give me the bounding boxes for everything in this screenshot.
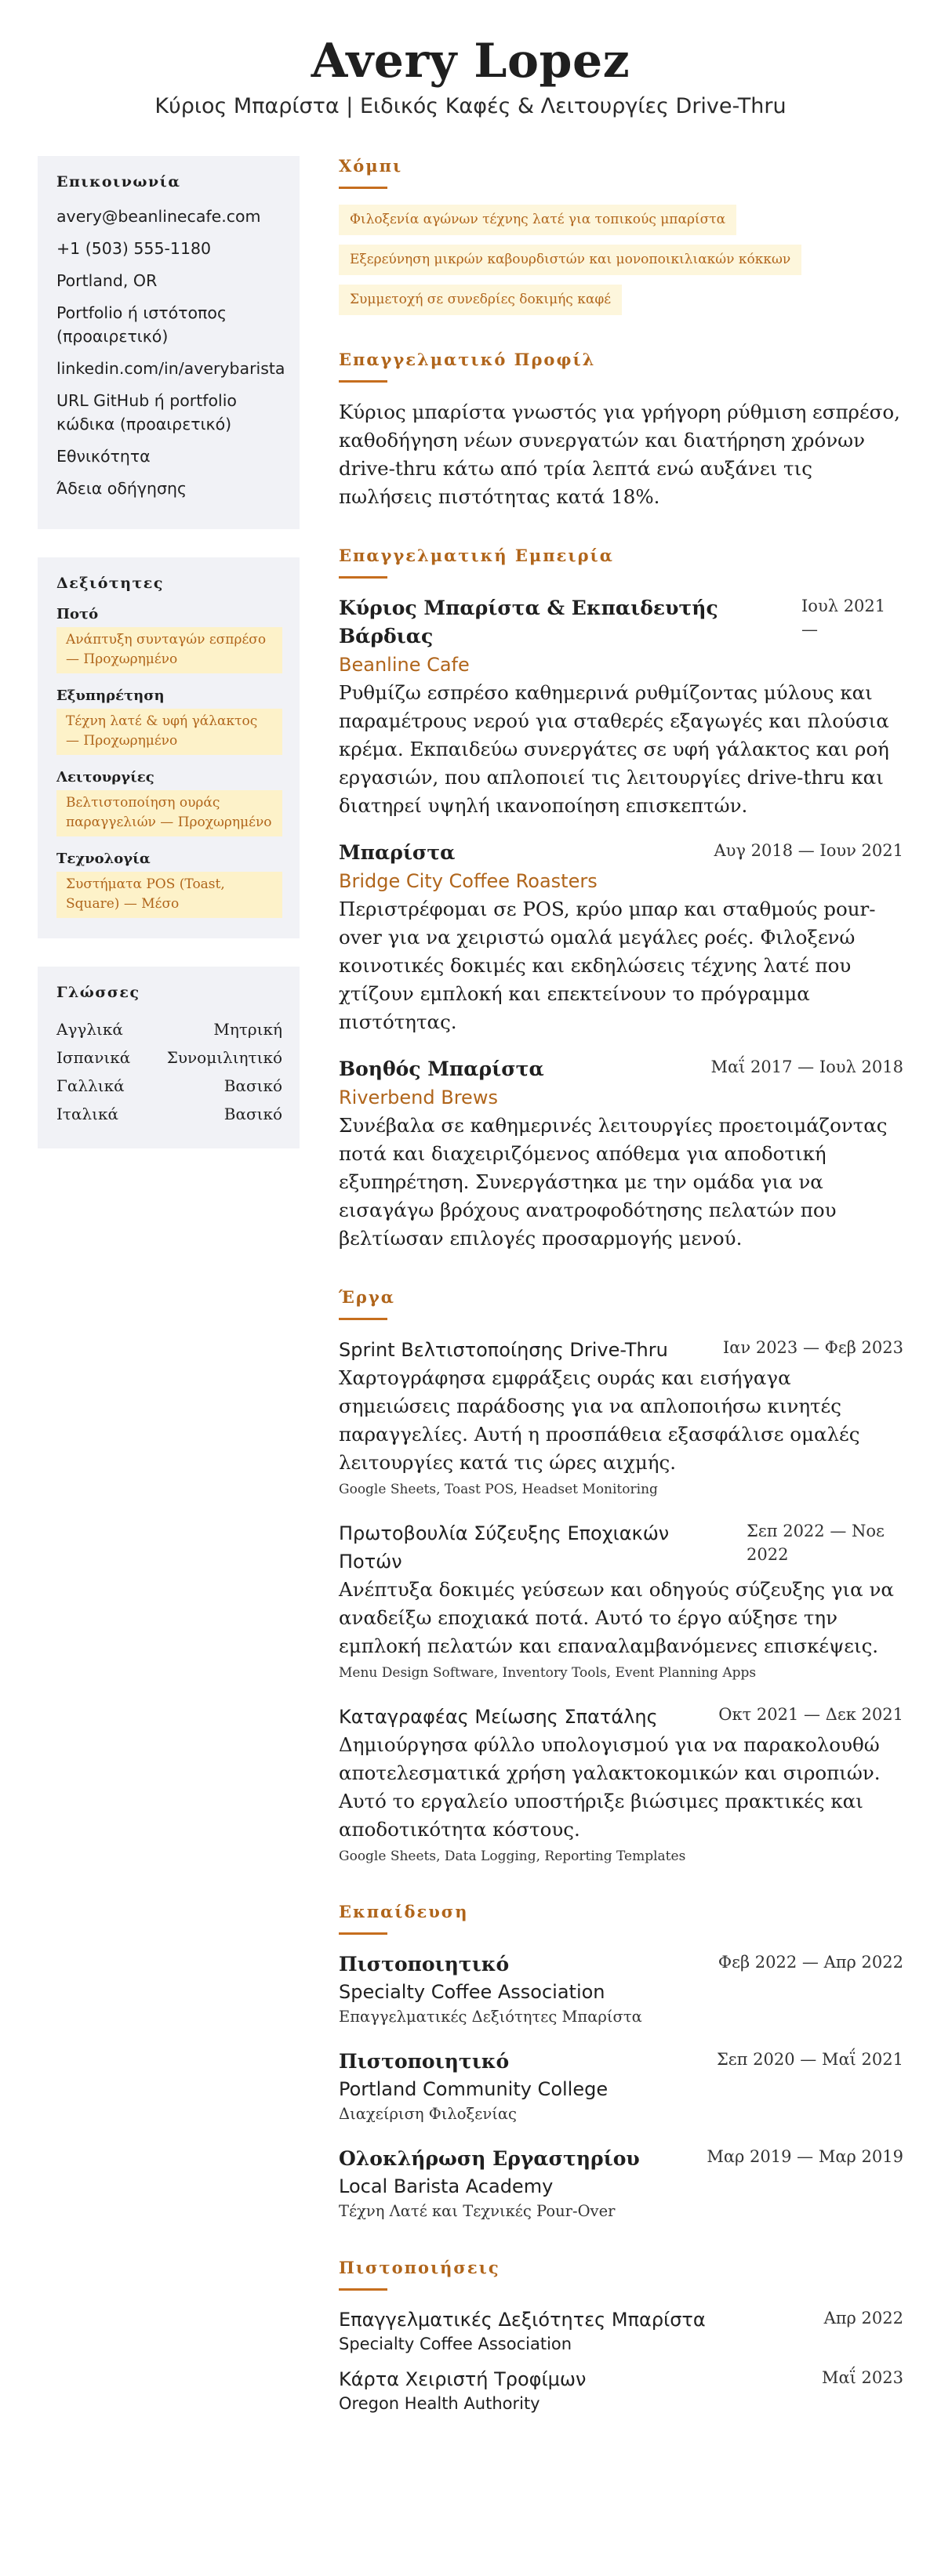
contact-email[interactable]: avery@beanlinecafe.com xyxy=(56,207,261,226)
project-name: Πρωτοβουλία Σύζευξης Εποχιακών Ποτών xyxy=(339,1522,670,1573)
skill-group-name: Ποτό xyxy=(56,606,99,622)
contact-license: Άδεια οδήγησης xyxy=(56,479,187,498)
education-entry xyxy=(339,2048,903,2126)
project-description: Ανέπτυξα δοκιμές γεύσεων και οδηγούς σύζευξης για να αναδείξω εποχιακά ποτά. Αυτό το έργο αύξησε την εμπλοκή πελατών και επαναλαμβανόμενες επισκέψεις. xyxy=(339,1578,894,1657)
language-name: Αγγλικά xyxy=(56,1020,123,1039)
contact-nationality: Εθνικότητα xyxy=(56,447,151,466)
job-title: Μπαρίστα xyxy=(339,841,456,864)
section-divider xyxy=(339,2288,387,2291)
profile-heading: Επαγγελματικό Προφίλ xyxy=(339,350,596,369)
certification-issuer: Oregon Health Authority xyxy=(339,2394,540,2413)
languages-heading: Γλώσσες xyxy=(56,984,140,1001)
project-dates: Οκτ 2021 — Δεκ 2021 xyxy=(718,1705,903,1724)
contact-location: Portland, OR xyxy=(56,271,158,290)
project-tools: Google Sheets, Toast POS, Headset Monitoring xyxy=(339,1482,658,1497)
project-dates: Σεπ 2022 — Νοε 2022 xyxy=(747,1522,885,1564)
language-level: Βασικό xyxy=(223,1076,282,1095)
language-level: Συνομιλιητικό xyxy=(166,1048,282,1067)
hobbies-section xyxy=(339,156,903,315)
field-of-study: Επαγγελματικές Δεξιότητες Μπαρίστα xyxy=(339,2008,642,2026)
skills-heading: Δεξιότητες xyxy=(56,575,164,592)
contact-portfolio: Portfolio ή ιστότοπος (προαιρετικό) xyxy=(56,303,227,346)
language-row xyxy=(56,1015,282,1043)
education-dates: Φεβ 2022 — Απρ 2022 xyxy=(718,1953,903,1972)
job-dates: Ιουλ 2021 — xyxy=(801,597,886,639)
language-level: Μητρική xyxy=(213,1020,282,1039)
section-divider xyxy=(339,576,387,579)
education-dates: Μαρ 2019 — Μαρ 2019 xyxy=(707,2147,903,2166)
skill-badge: Τέχνη λατέ & υφή γάλακτος — Προχωρημένο xyxy=(56,709,282,755)
job-dates: Αυγ 2018 — Ιουν 2021 xyxy=(714,841,903,860)
degree-name: Ολοκλήρωση Εργαστηρίου xyxy=(339,2147,640,2170)
education-heading: Εκπαίδευση xyxy=(339,1902,469,1921)
section-divider xyxy=(339,187,387,189)
section-divider xyxy=(339,380,387,383)
experience-heading: Επαγγελματική Εμπειρία xyxy=(339,546,614,565)
skill-group xyxy=(56,769,282,836)
experience-entry xyxy=(339,1055,903,1253)
profile-summary: Κύριος μπαρίστα γνωστός για γρήγορη ρύθμιση εσπρέσο, καθοδήγηση νέων συνεργατών και διατήρηση χρόνων drive-thru κάτω από τρία λεπτά ενώ αυξάνει τις πωλήσεις πιστότητας κατά 18%. xyxy=(339,401,900,508)
certification-date: Απρ 2022 xyxy=(823,2309,903,2327)
profile-section xyxy=(339,350,903,511)
certification-entry xyxy=(339,2366,903,2415)
project-entry xyxy=(339,1519,903,1684)
skill-group-name: Λειτουργίες xyxy=(56,769,154,785)
job-description: Ρυθμίζω εσπρέσο καθημερινά ρυθμίζοντας μύλους και παραμέτρους νερού για σταθερές εξαγωγές και πλούσια κρέμα. Εκπαιδεύω συνεργάτες σε υφή γάλακτος και ροή εργασιών, που απλοποιεί τις λειτουργίες drive-thru και διατηρεί υψηλή ικανοποίηση επισκεπτών. xyxy=(339,681,889,817)
job-title: Βοηθός Μπαρίστα xyxy=(339,1058,544,1080)
degree-name: Πιστοποιητικό xyxy=(339,2050,510,2073)
skill-group-name: Εξυπηρέτηση xyxy=(56,688,165,704)
certification-name: Κάρτα Χειριστή Τροφίμων xyxy=(339,2368,587,2390)
language-name: Ισπανικά xyxy=(56,1048,131,1067)
education-dates: Σεπ 2020 — Μαΐ 2021 xyxy=(716,2050,903,2069)
certification-name: Επαγγελματικές Δεξιότητες Μπαρίστα xyxy=(339,2309,706,2331)
hobbies-heading: Χόμπι xyxy=(339,156,403,176)
candidate-name: Avery Lopez xyxy=(311,34,630,89)
company-name: Beanline Cafe xyxy=(339,654,470,676)
certifications-section xyxy=(339,2258,903,2415)
certification-date: Μαΐ 2023 xyxy=(821,2368,903,2387)
experience-section xyxy=(339,546,903,1253)
experience-entry xyxy=(339,839,903,1036)
institution-name: Local Barista Academy xyxy=(339,2175,554,2197)
certification-issuer: Specialty Coffee Association xyxy=(339,2335,572,2353)
contact-linkedin[interactable]: linkedin.com/in/averybarista xyxy=(56,359,285,378)
project-entry xyxy=(339,1703,903,1867)
project-name: Sprint Βελτιστοποίησης Drive-Thru xyxy=(339,1339,668,1361)
field-of-study: Διαχείριση Φιλοξενίας xyxy=(339,2105,517,2123)
resume-header xyxy=(0,0,941,118)
job-title: Κύριος Μπαρίστα & Εκπαιδευτής Βάρδιας xyxy=(339,597,718,648)
project-dates: Ιαν 2023 — Φεβ 2023 xyxy=(722,1338,903,1357)
education-entry xyxy=(339,2145,903,2223)
contact-github: URL GitHub ή portfolio κώδικα (προαιρετικό) xyxy=(56,391,237,434)
project-tools: Google Sheets, Data Logging, Reporting Templates xyxy=(339,1849,686,1864)
skill-group-name: Τεχνολογία xyxy=(56,851,151,867)
project-description: Χαρτογράφησα εμφράξεις ουράς και εισήγαγα σημειώσεις παράδοσης για να απλοποιήσω κινητές παραγγελίες. Αυτή η προσπάθεια εξασφάλισε ομαλές λειτουργίες κατά τις ώρες αιχμής. xyxy=(339,1366,860,1474)
company-name: Bridge City Coffee Roasters xyxy=(339,870,598,892)
contact-phone[interactable]: +1 (503) 555-1180 xyxy=(56,239,212,258)
language-row xyxy=(56,1100,282,1128)
languages-card xyxy=(38,967,300,1148)
language-row xyxy=(56,1043,282,1072)
language-row xyxy=(56,1072,282,1100)
hobby-tag: Φιλοξενία αγώνων τέχνης λατέ για τοπικούς μπαρίστα xyxy=(339,205,736,235)
degree-name: Πιστοποιητικό xyxy=(339,1953,510,1976)
certification-entry xyxy=(339,2306,903,2355)
section-divider xyxy=(339,1318,387,1320)
skills-card xyxy=(38,557,300,938)
sidebar xyxy=(38,156,300,1177)
skill-group xyxy=(56,606,282,673)
skill-group xyxy=(56,688,282,755)
job-dates: Μαΐ 2017 — Ιουλ 2018 xyxy=(710,1058,903,1076)
project-name: Καταγραφέας Μείωσης Σπατάλης xyxy=(339,1706,658,1728)
contact-heading: Επικοινωνία xyxy=(56,173,181,190)
language-level: Βασικό xyxy=(223,1105,282,1123)
experience-entry xyxy=(339,594,903,820)
job-description: Συνέβαλα σε καθημερινές λειτουργίες προετοιμάζοντας ποτά και διαχειριζόμενος απόθεμα για αποδοτική εξυπηρέτηση. Συνεργάστηκα με την ομάδα για να εισαγάγω βρόχους ανατροφοδότησης πελατών που βελτίωσαν επιλογές προσαρμογής μενού. xyxy=(339,1114,888,1250)
education-section xyxy=(339,1902,903,2223)
job-description: Περιστρέφομαι σε POS, κρύο μπαρ και σταθμούς pour-over για να χειριστώ ομαλά μεγάλες ροές. Φιλοξενώ κοινοτικές δοκιμές και εκδηλώσεις τέχνης λατέ που χτίζουν εμπλοκή και επεκτείνουν το πρόγραμμα πιστότητας. xyxy=(339,898,876,1033)
skill-badge: Βελτιστοποίηση ουράς παραγγελιών — Προχωρημένο xyxy=(56,790,282,836)
projects-section xyxy=(339,1287,903,1867)
field-of-study: Τέχνη Λατέ και Τεχνικές Pour-Over xyxy=(339,2202,616,2220)
project-tools: Menu Design Software, Inventory Tools, Event Planning Apps xyxy=(339,1665,757,1681)
hobby-tag: Εξερεύνηση μικρών καβουρδιστών και μονοποικιλιακών κόκκων xyxy=(339,245,801,275)
institution-name: Portland Community College xyxy=(339,2078,609,2100)
main-column xyxy=(339,156,903,2449)
hobby-tag: Συμμετοχή σε συνεδρίες δοκιμής καφέ xyxy=(339,285,622,315)
education-entry xyxy=(339,1950,903,2029)
skill-badge: Ανάπτυξη συνταγών εσπρέσο — Προχωρημένο xyxy=(56,627,282,673)
projects-heading: Έργα xyxy=(339,1287,395,1307)
project-entry xyxy=(339,1336,903,1500)
language-name: Γαλλικά xyxy=(56,1076,125,1095)
skill-badge: Συστήματα POS (Toast, Square) — Μέσο xyxy=(56,872,282,918)
section-divider xyxy=(339,1932,387,1935)
company-name: Riverbend Brews xyxy=(339,1087,498,1108)
candidate-title: Κύριος Μπαρίστα | Ειδικός Καφές & Λειτουργίες Drive-Thru xyxy=(154,94,787,118)
project-description: Δημιούργησα φύλλο υπολογισμού για να παρακολουθώ αποτελεσματικά χρήση γαλακτοκομικών και σιροπιών. Αυτό το εργαλείο υποστήριξε βιώσιμες πρακτικές και αποδοτικότητα κόστους. xyxy=(339,1733,881,1841)
certifications-heading: Πιστοποιήσεις xyxy=(339,2258,500,2277)
language-name: Ιταλικά xyxy=(56,1105,118,1123)
skill-group xyxy=(56,851,282,918)
institution-name: Specialty Coffee Association xyxy=(339,1981,605,2003)
contact-card xyxy=(38,156,300,529)
